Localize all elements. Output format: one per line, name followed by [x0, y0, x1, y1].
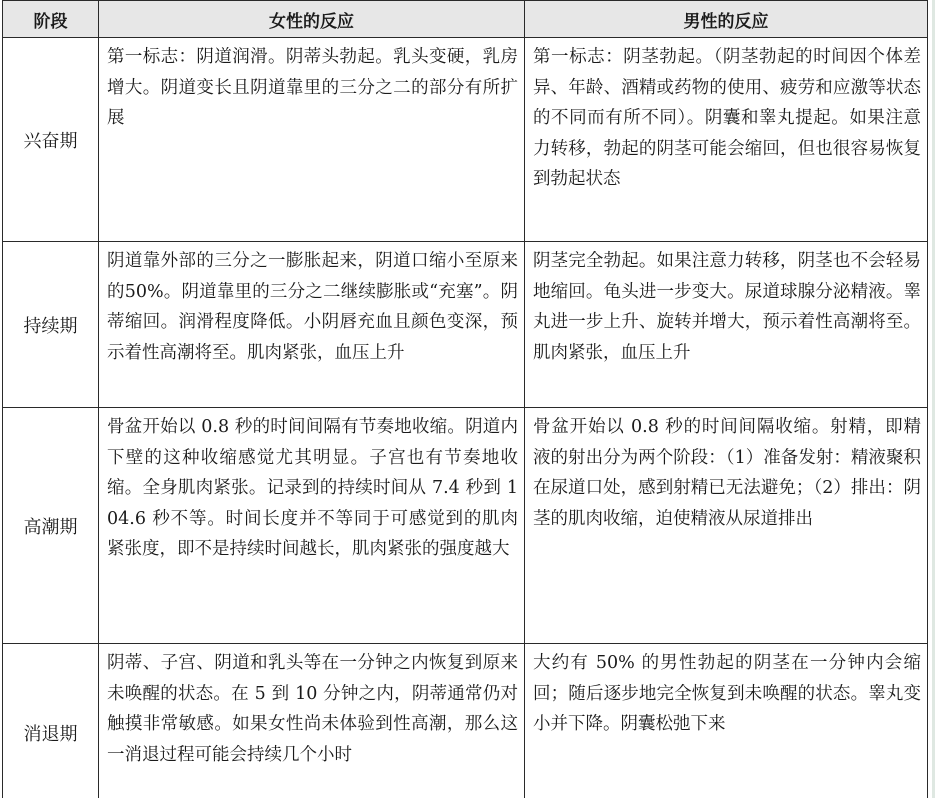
table-header	[3, 1, 928, 38]
female-response-cell: 阴道靠外部的三分之一膨胀起来，阴道口缩小至原来的50%。阴道靠里的三分之二继续膨胀或“充塞”。阴蒂缩回。润滑程度降低。小阴唇充血且颜色变深，预示着性高潮将至。肌肉紧张，血压上升	[99, 242, 525, 408]
sexual-response-table	[2, 0, 928, 798]
table-row-excitement	[3, 38, 928, 242]
male-response-cell: 第一标志：阴茎勃起。（阴茎勃起的时间因个体差异、年龄、酒精或药物的使用、疲劳和应激等状态的不同而有所不同）。阴囊和睾丸提起。如果注意力转移，勃起的阴茎可能会缩回，但也很容易恢复到勃起状态	[525, 38, 928, 242]
female-response-cell: 骨盆开始以 0.8 秒的时间间隔有节奏地收缩。阴道内下壁的这种收缩感觉尤其明显。子宫也有节奏地收缩。全身肌肉紧张。记录到的持续时间从 7.4 秒到 104.6 秒不等。时间长度并不等同于可感觉到的肌肉紧张度，即不是持续时间越长，肌肉紧张的强度越大	[99, 408, 525, 644]
header-female-response: 女性的反应	[99, 1, 525, 38]
stage-cell: 持续期	[3, 242, 99, 408]
female-response-cell: 阴蒂、子宫、阴道和乳头等在一分钟之内恢复到原来未唤醒的状态。在 5 到 10 分钟之内，阴蒂通常仍对触摸非常敏感。如果女性尚未体验到性高潮，那么这一消退过程可能会持续几个小时	[99, 644, 525, 798]
header-row	[3, 1, 928, 38]
male-response-cell: 阴茎完全勃起。如果注意力转移，阴茎也不会轻易地缩回。龟头进一步变大。尿道球腺分泌精液。睾丸进一步上升、旋转并增大，预示着性高潮将至。肌肉紧张，血压上升	[525, 242, 928, 408]
table-row-plateau	[3, 242, 928, 408]
stage-cell: 消退期	[3, 644, 99, 798]
header-stage: 阶段	[3, 1, 99, 38]
stage-cell: 兴奋期	[3, 38, 99, 242]
male-response-cell: 骨盆开始以 0.8 秒的时间间隔收缩。射精，即精液的射出分为两个阶段：（1）准备发射：精液聚积在尿道口处，感到射精已无法避免；（2）排出：阴茎的肌肉收缩，迫使精液从尿道排出	[525, 408, 928, 644]
female-response-cell: 第一标志：阴道润滑。阴蒂头勃起。乳头变硬，乳房增大。阴道变长且阴道靠里的三分之二的部分有所扩展	[99, 38, 525, 242]
table-row-resolution	[3, 644, 928, 798]
table-body	[3, 38, 928, 798]
header-male-response: 男性的反应	[525, 1, 928, 38]
male-response-cell: 大约有 50% 的男性勃起的阴茎在一分钟内会缩回；随后逐步地完全恢复到未唤醒的状态。睾丸变小并下降。阴囊松弛下来	[525, 644, 928, 798]
stage-cell: 高潮期	[3, 408, 99, 644]
table-row-orgasm	[3, 408, 928, 644]
